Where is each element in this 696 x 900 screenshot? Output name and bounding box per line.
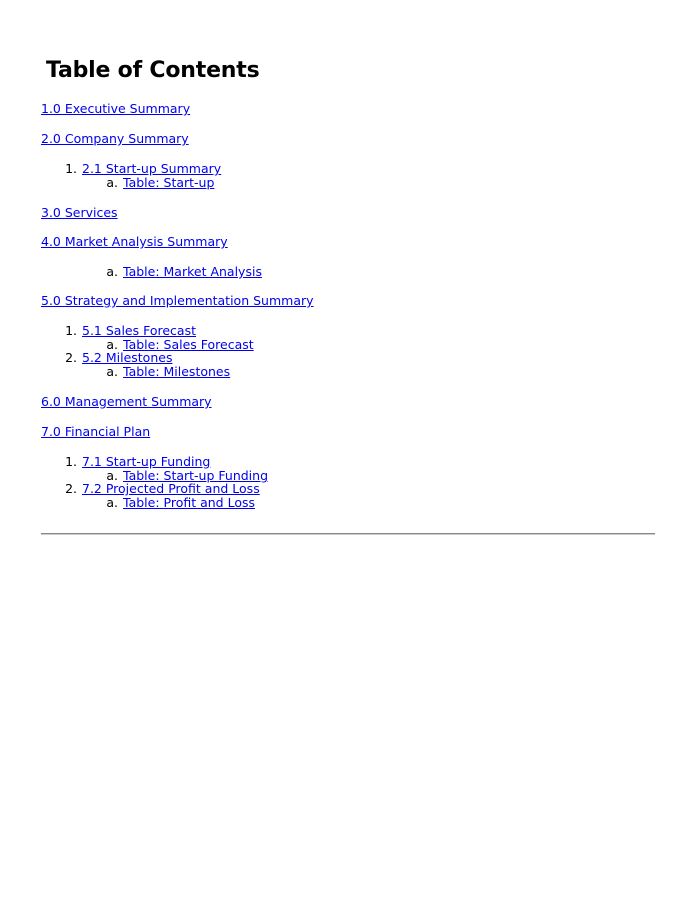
list-marker: a.	[106, 495, 118, 510]
toc-item	[41, 394, 212, 409]
toc-item	[41, 234, 228, 249]
toc-subitem	[59, 161, 221, 176]
list-marker: 2.	[65, 481, 77, 496]
toc-link-milestones[interactable]: 5.2 Milestones	[82, 350, 173, 365]
toc-link-table-sales-forecast[interactable]: Table: Sales Forecast	[123, 337, 254, 352]
list-marker: 1.	[65, 323, 77, 338]
list-marker: a.	[106, 175, 118, 190]
toc-subitem	[59, 323, 196, 338]
toc-link-services[interactable]: 3.0 Services	[41, 205, 118, 220]
toc-link-profit-and-loss[interactable]: 7.2 Projected Profit and Loss	[82, 481, 260, 496]
toc-link-startup-funding[interactable]: 7.1 Start-up Funding	[82, 454, 211, 469]
toc-link-executive-summary[interactable]: 1.0 Executive Summary	[41, 101, 191, 116]
toc-link-startup-summary[interactable]: 2.1 Start-up Summary	[82, 161, 222, 176]
toc-link-market-analysis-summary[interactable]: 4.0 Market Analysis Summary	[41, 234, 228, 249]
toc-link-table-market-analysis[interactable]: Table: Market Analysis	[123, 264, 262, 279]
toc-link-sales-forecast[interactable]: 5.1 Sales Forecast	[82, 323, 196, 338]
toc-link-table-milestones[interactable]: Table: Milestones	[123, 364, 231, 379]
list-marker: a.	[106, 468, 118, 483]
toc-link-table-profit-and-loss[interactable]: Table: Profit and Loss	[123, 495, 255, 510]
toc-subsubitem	[100, 495, 255, 510]
toc-subsubitem	[100, 364, 230, 379]
toc-link-financial-plan[interactable]: 7.0 Financial Plan	[41, 424, 151, 439]
list-marker: 1.	[65, 454, 77, 469]
toc-item	[41, 131, 189, 146]
toc-item	[41, 205, 118, 220]
toc-subsubitem	[100, 264, 262, 279]
list-marker: a.	[106, 364, 118, 379]
list-marker: 2.	[65, 350, 77, 365]
toc-subitem	[59, 350, 172, 365]
toc-item	[41, 424, 150, 439]
toc-item	[41, 101, 190, 116]
toc-link-management-summary[interactable]: 6.0 Management Summary	[41, 394, 212, 409]
list-marker: a.	[106, 264, 118, 279]
toc-link-table-startup-funding[interactable]: Table: Start-up Funding	[123, 468, 269, 483]
list-marker: a.	[106, 337, 118, 352]
page-title: Table of Contents	[46, 58, 260, 83]
horizontal-divider	[41, 533, 655, 535]
toc-subitem	[59, 481, 260, 496]
toc-link-table-startup[interactable]: Table: Start-up	[123, 175, 215, 190]
toc-subitem	[59, 454, 210, 469]
toc-link-strategy-summary[interactable]: 5.0 Strategy and Implementation Summary	[41, 293, 314, 308]
toc-subsubitem	[100, 175, 214, 190]
toc-link-company-summary[interactable]: 2.0 Company Summary	[41, 131, 189, 146]
list-marker: 1.	[65, 161, 77, 176]
toc-item	[41, 293, 314, 308]
